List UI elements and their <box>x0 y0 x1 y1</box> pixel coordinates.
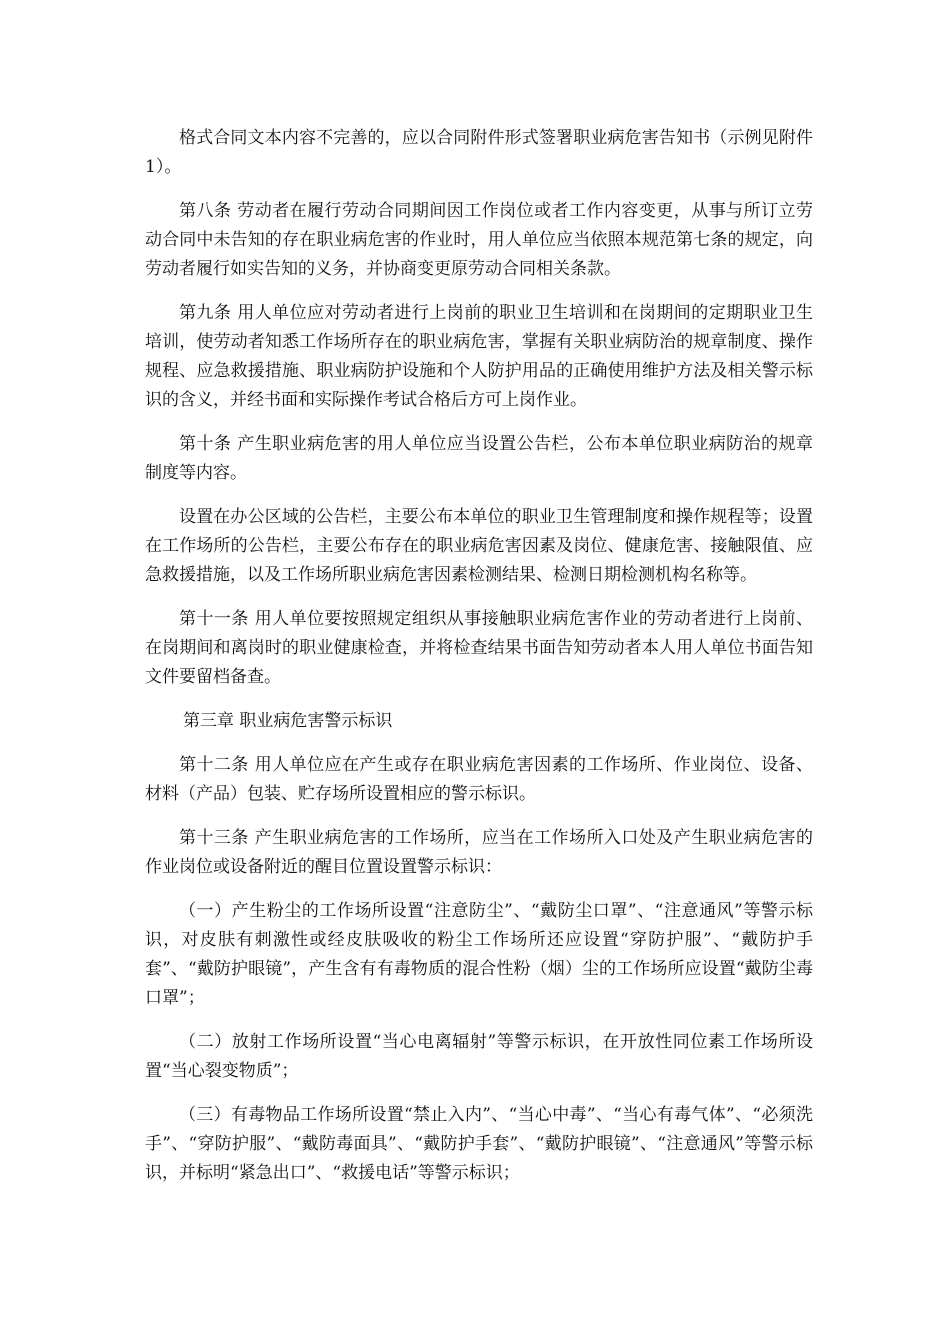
document-body <box>145 124 813 1203</box>
paragraph-appendix-note: 格式合同文本内容不完善的，应以合同附件形式签署职业病危害告知书（示例见附件1）。 <box>145 128 813 177</box>
chapter-heading: 第三章 职业病危害警示标识 <box>183 711 393 731</box>
paragraph-item-2-radiation: （二）放射工作场所设置“当心电离辐射”等警示标识，在开放性同位素工作场所设置“当心裂变物质”； <box>145 1032 813 1081</box>
paragraph-article-9: 第九条 用人单位应对劳动者进行上岗前的职业卫生培训和在岗期间的定期职业卫生培训，使劳动者知悉工作场所存在的职业病危害，掌握有关职业病防治的规章制度、操作规程、应急救援措施、职业病防护设施和个人防护用品的正确使用维护方法及相关警示标识的含义，并经书面和实际操作考试合格后方可上岗作业。 <box>145 303 813 410</box>
paragraph-bulletin-board: 设置在办公区域的公告栏，主要公布本单位的职业卫生管理制度和操作规程等；设置在工作场所的公告栏，主要公布存在的职业病危害因素及岗位、健康危害、接触限值、应急救援措施，以及工作场所职业病危害因素检测结果、检测日期检测机构名称等。 <box>145 507 813 585</box>
paragraph-article-11: 第十一条 用人单位要按照规定组织从事接触职业病危害作业的劳动者进行上岗前、在岗期间和离岗时的职业健康检查，并将检查结果书面告知劳动者本人用人单位书面告知文件要留档备查。 <box>145 609 813 687</box>
paragraph-article-13: 第十三条 产生职业病危害的工作场所，应当在工作场所入口处及产生职业病危害的作业岗位或设备附近的醒目位置设置警示标识： <box>145 828 813 877</box>
paragraph-item-3-toxic: （三）有毒物品工作场所设置“禁止入内”、“当心中毒”、“当心有毒气体”、“必须洗手”、“穿防护服”、“戴防毒面具”、“戴防护手套”、“戴防护眼镜”、“注意通风”等警示标识，并标明“紧急出口”、“救援电话”等警示标识； <box>145 1105 813 1183</box>
paragraph-article-12: 第十二条 用人单位应在产生或存在职业病危害因素的工作场所、作业岗位、设备、材料（产品）包装、贮存场所设置相应的警示标识。 <box>145 755 813 804</box>
paragraph-article-8: 第八条 劳动者在履行劳动合同期间因工作岗位或者工作内容变更，从事与所订立劳动合同中未告知的存在职业病危害的作业时，用人单位应当依照本规范第七条的规定，向劳动者履行如实告知的义务，并协商变更原劳动合同相关条款。 <box>145 201 813 279</box>
paragraph-article-10: 第十条 产生职业病危害的用人单位应当设置公告栏，公布本单位职业病防治的规章制度等内容。 <box>145 434 813 483</box>
paragraph-item-1-dust: （一）产生粉尘的工作场所设置“注意防尘”、“戴防尘口罩”、“注意通风”等警示标识，对皮肤有刺激性或经皮肤吸收的粉尘工作场所还应设置“穿防护服”、“戴防护手套”、“戴防护眼镜”，产生含有有毒物质的混合性粉（烟）尘的工作场所应设置“戴防尘毒口罩”； <box>145 901 813 1008</box>
